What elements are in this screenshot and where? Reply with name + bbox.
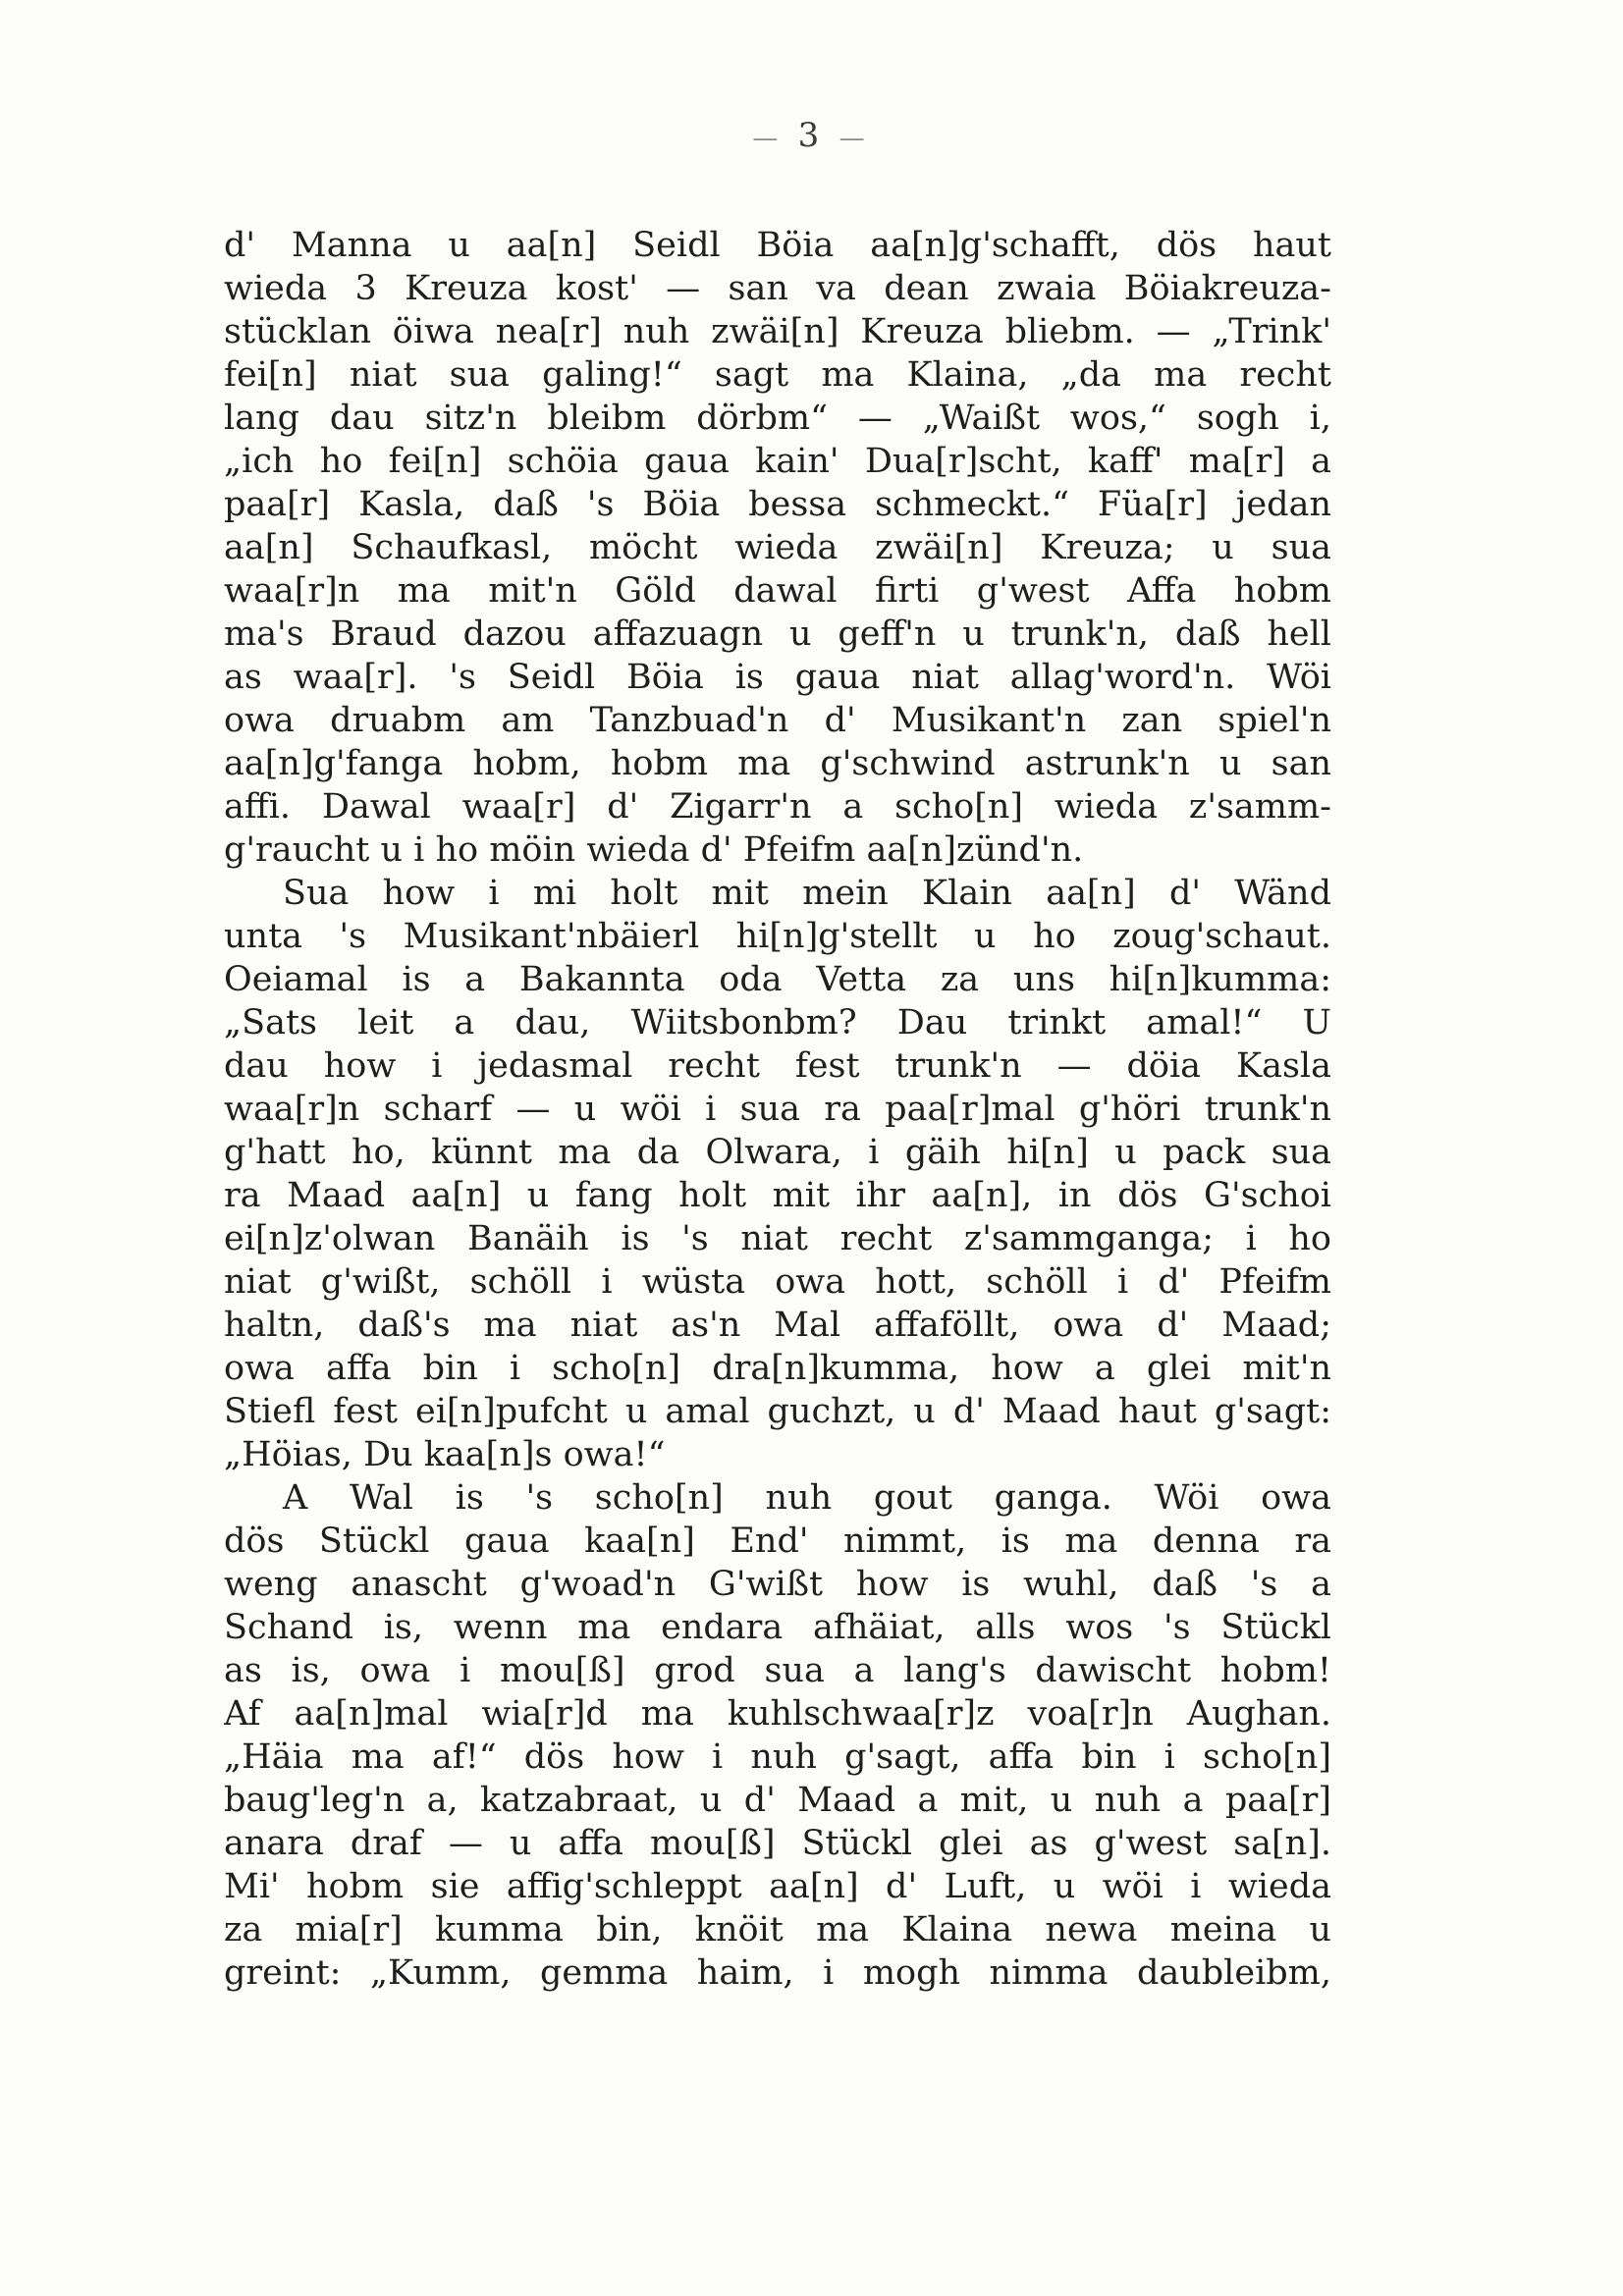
text-line: waa[r]n ma mit'n Göld dawal firti g'west Affa hobm <box>224 571 1331 611</box>
text-line: waa[r]n scharf — u wöi i sua ra paa[r]mal g'höri trunk'n <box>224 1090 1331 1129</box>
text-line: A Wal is 's scho[n] nuh gout ganga. Wöi owa <box>283 1478 1331 1518</box>
page-number-dash-left: — <box>752 124 798 153</box>
text-line: affi. Dawal waa[r] d' Zigarr'n a scho[n] wieda z'samm- <box>224 787 1331 827</box>
body-text <box>224 224 1331 1995</box>
text-line: paa[r] Kasla, daß 's Böia bessa schmeckt.“ Füa[r] jedan <box>224 485 1331 524</box>
text-line: Af aa[n]mal wia[r]d ma kuhlschwaa[r]z voa[r]n Aughan. <box>224 1694 1331 1734</box>
text-line: ra Maad aa[n] u fang holt mit ihr aa[n], in dös G'schoi <box>224 1176 1331 1215</box>
text-line: „ich ho fei[n] schöia gaua kain' Dua[r]scht, kaff' ma[r] a <box>224 442 1331 481</box>
text-line: Stiefl fest ei[n]pufcht u amal guchzt, u d' Maad haut g'sagt: <box>224 1392 1331 1431</box>
text-line: za mia[r] kumma bin, knöit ma Klaina newa meina u <box>224 1910 1331 1949</box>
text-line: weng anascht g'woad'n G'wißt how is wuhl, daß 's a <box>224 1565 1331 1604</box>
text-line: fei[n] niat sua galing!“ sagt ma Klaina, „da ma recht <box>224 355 1331 395</box>
page-number-value: 3 <box>797 116 826 155</box>
text-line: „Häia ma af!“ dös how i nuh g'sagt, affa bin i scho[n] <box>224 1737 1331 1777</box>
text-line: dau how i jedasmal recht fest trunk'n — döia Kasla <box>224 1046 1331 1086</box>
text-line: unta 's Musikant'nbäierl hi[n]g'stellt u ho zoug'schaut. <box>224 917 1331 956</box>
text-line: as is, owa i mou[ß] grod sua a lang's dawischt hobm! <box>224 1651 1331 1690</box>
text-line: „Sats leit a dau, Wiitsbonbm? Dau trinkt amal!“ U <box>224 1003 1331 1042</box>
text-line: haltn, daß's ma niat as'n Mal affaföllt, owa d' Maad; <box>224 1306 1331 1345</box>
text-line: ma's Braud dazou affazuagn u geff'n u trunk'n, daß hell <box>224 614 1331 654</box>
text-line: owa druabm am Tanzbuad'n d' Musikant'n zan spiel'n <box>224 701 1331 740</box>
text-line: ei[n]z'olwan Banäih is 's niat recht z'sammganga; i ho <box>224 1219 1331 1258</box>
text-line: dös Stückl gaua kaa[n] End' nimmt, is ma denna ra <box>224 1522 1331 1561</box>
text-line: g'raucht u i ho möin wieda d' Pfeifm aa[n]zünd'n. <box>224 830 1084 870</box>
text-line: as waa[r]. 's Seidl Böia is gaua niat allag'word'n. Wöi <box>224 658 1331 697</box>
text-line: aa[n]g'fanga hobm, hobm ma g'schwind astrunk'n u san <box>224 744 1331 783</box>
page-number-dash-right: — <box>825 124 871 153</box>
text-line: Sua how i mi holt mit mein Klain aa[n] d' Wänd <box>283 874 1331 913</box>
text-line: „Höias, Du kaa[n]s owa!“ <box>224 1435 666 1474</box>
page-number <box>0 116 1623 155</box>
text-line: anara draf — u affa mou[ß] Stückl glei as g'west sa[n]. <box>224 1824 1331 1863</box>
text-line: baug'leg'n a, katzabraat, u d' Maad a mit, u nuh a paa[r] <box>224 1781 1331 1820</box>
text-line: owa affa bin i scho[n] dra[n]kumma, how a glei mit'n <box>224 1349 1331 1388</box>
text-line: greint: „Kumm, gemma haim, i mogh nimma daubleibm, <box>224 1953 1331 1993</box>
text-line: Schand is, wenn ma endara afhäiat, alls wos 's Stückl <box>224 1608 1331 1647</box>
text-line: aa[n] Schaufkasl, möcht wieda zwäi[n] Kreuza; u sua <box>224 528 1331 567</box>
text-line: niat g'wißt, schöll i wüsta owa hott, schöll i d' Pfeifm <box>224 1262 1331 1302</box>
text-line: lang dau sitz'n bleibm dörbm“ — „Waißt wos,“ sogh i, <box>224 399 1331 438</box>
text-line: stücklan öiwa nea[r] nuh zwäi[n] Kreuza bliebm. — „Trink' <box>224 312 1331 351</box>
text-line: wieda 3 Kreuza kost' — san va dean zwaia Böiakreuza- <box>224 269 1331 308</box>
text-line: Mi' hobm sie affig'schleppt aa[n] d' Luft, u wöi i wieda <box>224 1867 1331 1906</box>
text-line: d' Manna u aa[n] Seidl Böia aa[n]g'schafft, dös haut <box>224 226 1331 265</box>
text-line: Oeiamal is a Bakannta oda Vetta za uns hi[n]kumma: <box>224 960 1331 999</box>
text-line: g'hatt ho, künnt ma da Olwara, i gäih hi[n] u pack sua <box>224 1133 1331 1172</box>
